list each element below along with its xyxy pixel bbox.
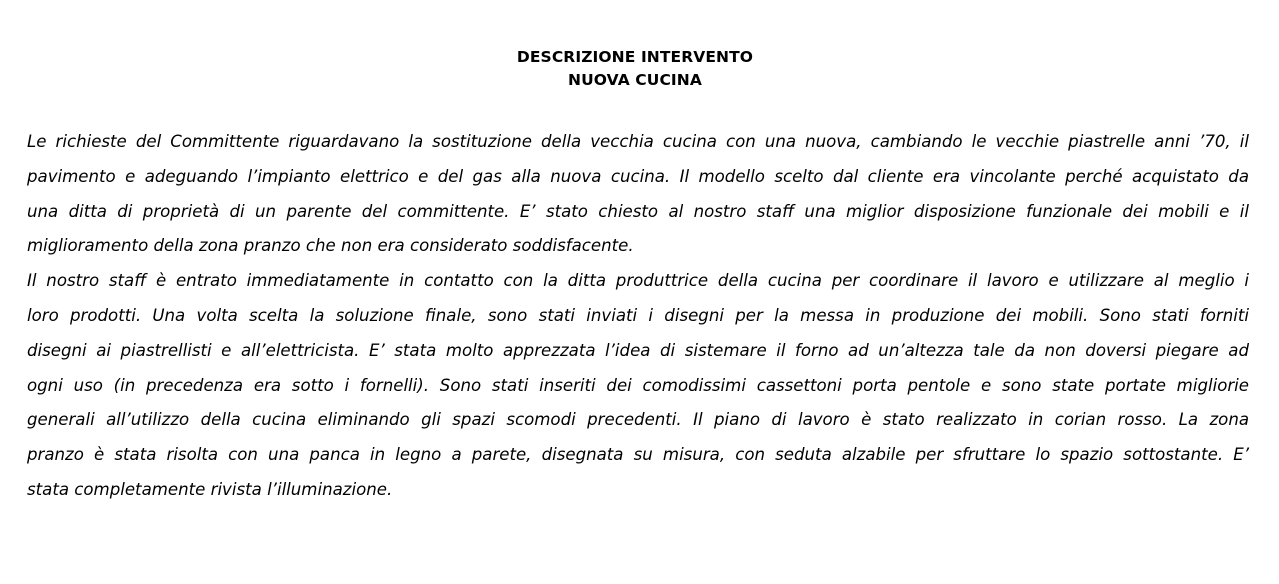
body-line-8: ogni uso (in precedenza era sotto i fornelli). Sono stati inseriti dei comodissimi cassettoni porta pentole e sono state portate migliorie <box>27 375 1249 395</box>
body-line-5: Il nostro staff è entrato immediatamente in contatto con la ditta produttrice della cucina per coordinare il lavoro e utilizzare al meglio i <box>27 271 1249 291</box>
body-line-3: una ditta di proprietà di un parente del committente. E’ stato chiesto al nostro staff una miglior disposizione funzionale dei mobili e il <box>27 201 1249 221</box>
body-line-2: pavimento e adeguando l’impianto elettrico e del gas alla nuova cucina. Il modello scelto dal cliente era vincolante perché acquistato da <box>27 166 1249 186</box>
body-line-7: disegni ai piastrellisti e all’elettricista. E’ stata molto apprezzata l’idea di sistemare il forno ad un’altezza tale da non doversi piegare ad <box>27 340 1249 360</box>
body-line-6: loro prodotti. Una volta scelta la soluzione finale, sono stati inviati i disegni per la messa in produzione dei mobili. Sono stati forniti <box>27 305 1249 325</box>
description-body <box>27 125 1249 508</box>
title-line-1: DESCRIZIONE INTERVENTO <box>516 48 754 66</box>
body-line-4: miglioramento della zona pranzo che non era considerato soddisfacente. <box>27 236 634 256</box>
body-line-9: generali all’utilizzo della cucina eliminando gli spazi scomodi precedenti. Il piano di lavoro è stato realizzato in corian rosso. La zona <box>27 410 1249 430</box>
title-line-2: NUOVA CUCINA <box>568 71 702 89</box>
body-line-1: Le richieste del Committente riguardavano la sostituzione della vecchia cucina con una nuova, cambiando le vecchie piastrelle anni ’70, il <box>27 132 1249 151</box>
document-title <box>0 46 1270 92</box>
body-line-11: stata completamente rivista l’illuminazione. <box>27 479 393 499</box>
body-line-10: pranzo è stata risolta con una panca in legno a parete, disegnata su misura, con seduta alzabile per sfruttare lo spazio sottostante. E’ <box>27 445 1249 465</box>
